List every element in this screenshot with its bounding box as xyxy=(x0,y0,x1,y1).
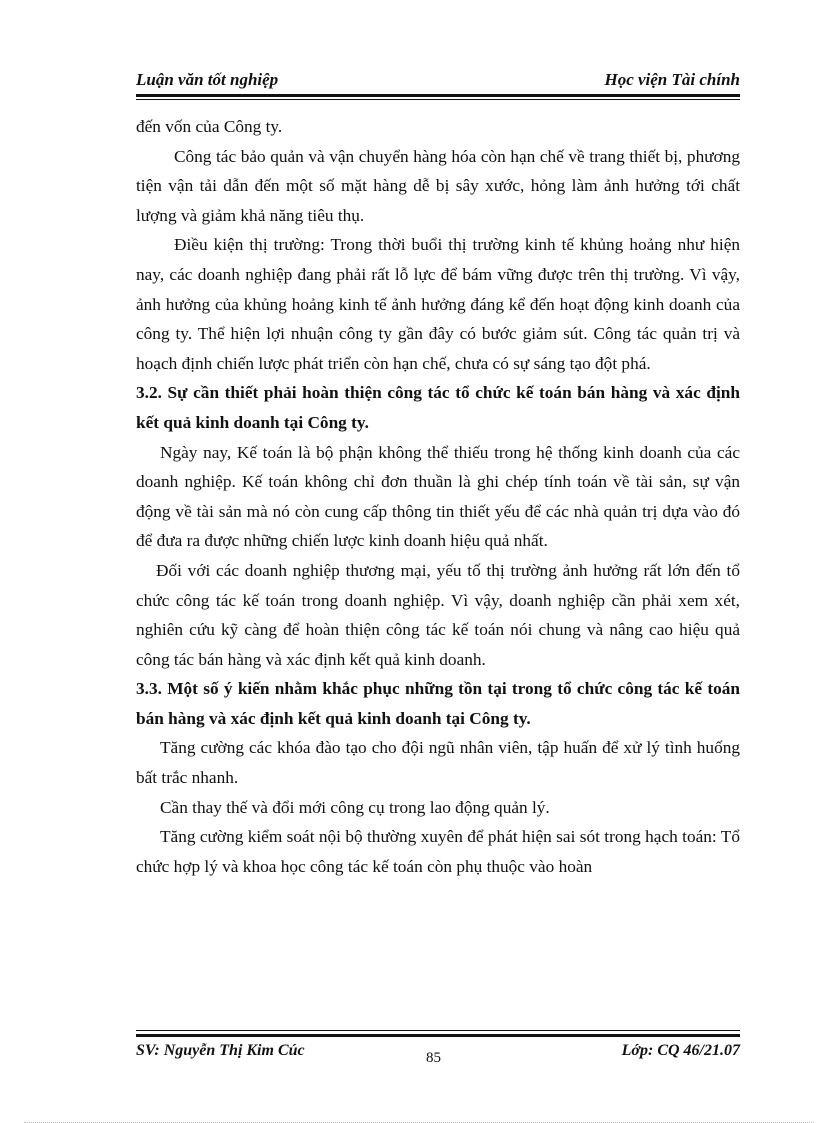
paragraph-continued: đến vốn của Công ty. xyxy=(136,117,283,136)
paragraph-internal-control: Tăng cường kiểm soát nội bộ thường xuyên để phát hiện sai sót trong hạch toán: Tổ chức hợp lý và khoa học công tác kế toán còn phụ thuộc vào hoàn xyxy=(136,827,740,876)
body-text xyxy=(136,112,740,881)
header-thesis-title: Luận văn tốt nghiệp xyxy=(136,70,279,89)
paragraph-accounting-role: Ngày nay, Kế toán là bộ phận không thể thiếu trong hệ thống kinh doanh của các doanh nghiệp. Kế toán không chỉ đơn thuần là ghi chép tính toán về tài sản, sự vận động về tài sản mà nó còn cung cấp thông tin thiết yếu để các nhà quản trị dựa vào đó để đưa ra được những chiến lược kinh doanh hiệu quả nhất. xyxy=(136,442,740,551)
page-footer xyxy=(136,1042,740,1068)
header-institution: Học viện Tài chính xyxy=(604,70,740,89)
section-heading-3-2: 3.2. Sự cần thiết phải hoàn thiện công tác tổ chức kế toán bán hàng và xác định kết quả kinh doanh tại Công ty. xyxy=(136,383,740,432)
footer-rule-thick xyxy=(136,1034,740,1037)
paragraph-training: Tăng cường các khóa đào tạo cho đội ngũ nhân viên, tập huấn để xử lý tình huống bất trắc nhanh. xyxy=(136,738,740,788)
paragraph-storage-transport: Công tác bảo quản và vận chuyển hàng hóa còn hạn chế về trang thiết bị, phương tiện vận tải dẫn đến một số mặt hàng dễ bị sây xước, hỏng làm ảnh hưởng tới chất lượng và giảm khả năng tiêu thụ. xyxy=(136,146,740,225)
page-number: 85 xyxy=(426,1050,441,1066)
paragraph-market-conditions: Điều kiện thị trường: Trong thời buổi thị trường kinh tế khủng hoảng như hiện nay, các doanh nghiệp đang phải rất lỗ lực để bám vững được trên thị trường. Vì vậy, ảnh hưởng của khủng hoảng kinh tế ảnh hưởng đáng kể đến hoạt động kinh doanh của công ty. Thể hiện lợi nhuận công ty gần đây có bước giảm sút. Công tác quản trị và hoạch định chiến lược phát triển còn hạn chế, chưa có sự sáng tạo đột phá. xyxy=(136,235,740,373)
header-rule-thick xyxy=(136,94,740,97)
header-rule-thin xyxy=(136,99,740,100)
paragraph-tools: Cần thay thế và đổi mới công cụ trong lao động quản lý. xyxy=(160,797,550,817)
footer-rule-thin xyxy=(136,1030,740,1031)
footer-class-code: Lớp: CQ 46/21.07 xyxy=(621,1042,740,1059)
paragraph-commercial-enterprises: Đối với các doanh nghiệp thương mại, yếu tố thị trường ảnh hưởng rất lớn đến tổ chức công tác kế toán trong doanh nghiệp. Vì vậy, doanh nghiệp cần phải xem xét, nghiên cứu kỹ càng để hoàn thiện công tác kế toán nói chung và nâng cao hiệu quả công tác bán hàng và xác định kết quả kinh doanh. xyxy=(136,560,740,669)
page-header xyxy=(136,70,740,92)
section-heading-3-3: 3.3. Một số ý kiến nhằm khắc phục những tồn tại trong tổ chức công tác kế toán bán hàng và xác định kết quả kinh doanh tại Công ty. xyxy=(136,679,740,728)
footer-student-name: SV: Nguyễn Thị Kim Cúc xyxy=(136,1042,305,1059)
